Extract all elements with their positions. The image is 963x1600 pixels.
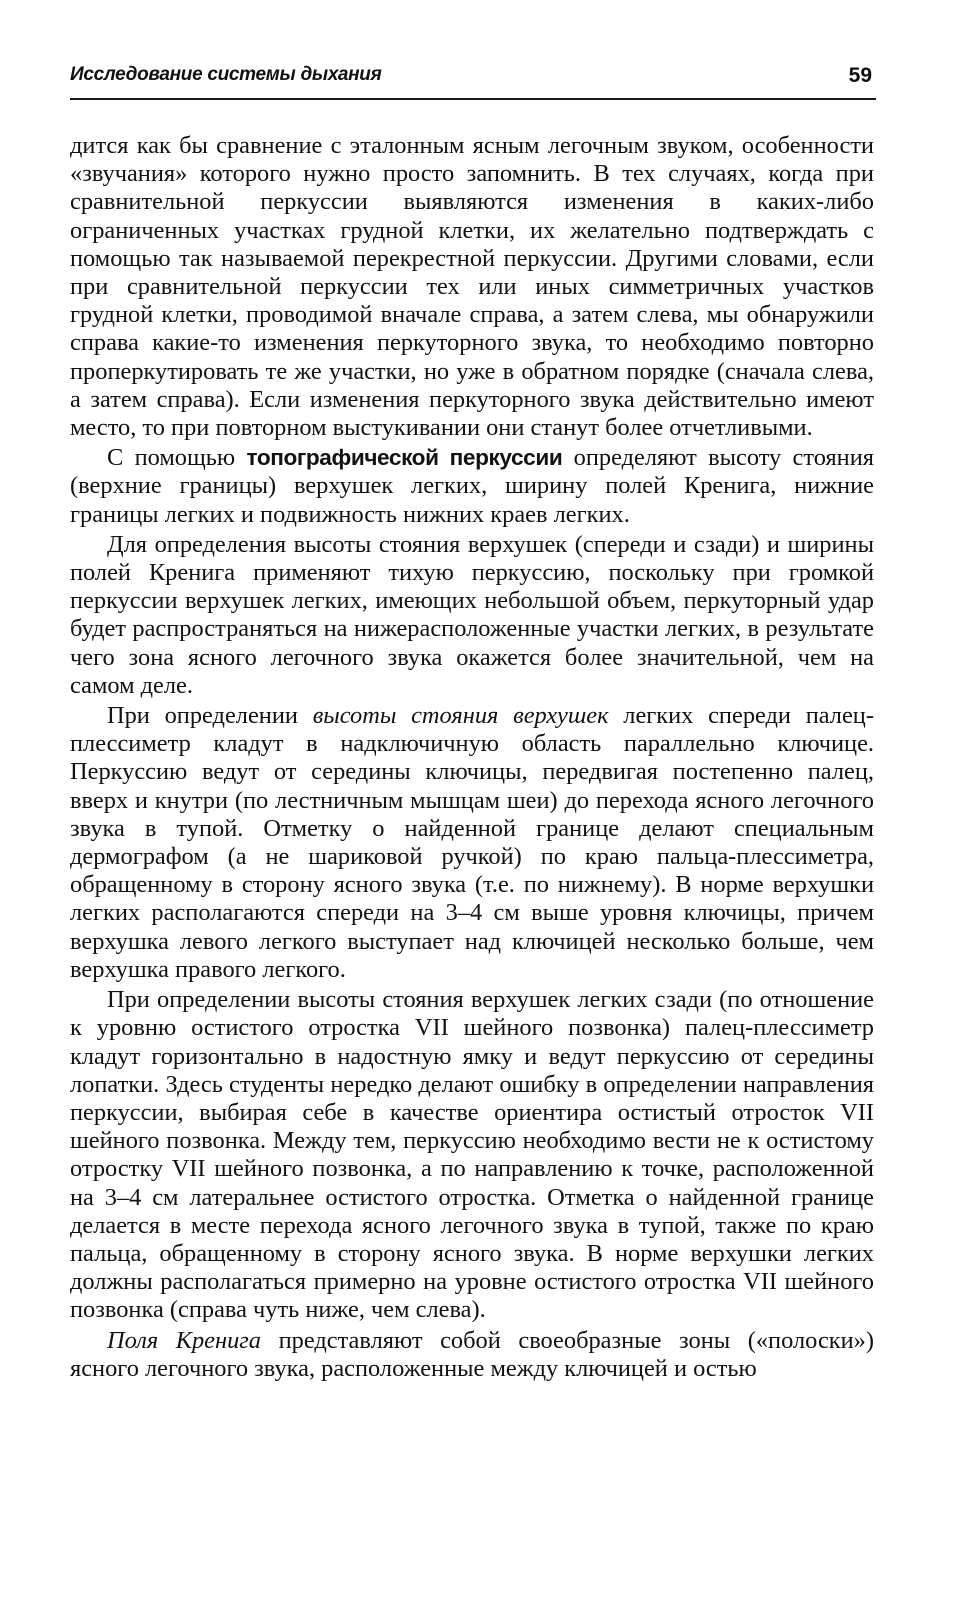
paragraph-topographic-percussion xyxy=(70,444,874,529)
italic-term: высоты стояния верхушек xyxy=(312,702,609,730)
paragraph-text: определяют высоту стояния (верхние границы) верхушек легких, ширину полей Кренига, нижние границы легких и подвижность нижних краев легких. xyxy=(70,444,874,528)
paragraph-text: С помощью xyxy=(107,444,247,472)
bold-term: топографической перкуссии xyxy=(246,445,563,471)
paragraph-continuation: дится как бы сравнение с эталонным ясным легочным звуком, особенности «звучания» которого нужно просто запомнить. В тех случаях, когда при сравнительной перкуссии выявляются изменения в каких-либо ограниченных участках грудной клетки, их желательно подтверждать с помощью так называемой перекрестной перкуссии. Другими словами, если при сравнительной перкуссии тех или иных симметричных участков грудной клетки, проводимой вначале справа, а затем слева, мы обнаружили справа какие-то изменения перкуторного звука, то необходимо повторно проперкутировать те же участки, но уже в обратном порядке (сначала слева, а затем справа). Если изменения перкуторного звука действительно имеют место, то при повторном выстукивании они станут более отчетливыми. xyxy=(70,132,874,442)
body-text xyxy=(70,132,874,1385)
italic-term: Поля Кренига xyxy=(107,1326,261,1354)
page-number: 59 xyxy=(848,64,872,87)
page-header xyxy=(70,64,876,100)
paragraph-apex-front xyxy=(70,702,874,984)
paragraph-quiet-percussion: Для определения высоты стояния верхушек (спереди и сзади) и ширины полей Кренига применяют тихую перкуссию, поскольку при громкой перкуссии верхушек легких, имеющих небольшой объем, перкуторный удар будет распространяться на нижерасположенные участки легких, в результате чего зона ясного легочного звука окажется более значительной, чем на самом деле. xyxy=(70,530,874,699)
paragraph-text: представляют собой своеобразные зоны («полоски») ясного легочного звука, расположенные между ключицей и остью xyxy=(70,1326,874,1382)
paragraph-kroenig-fields xyxy=(70,1327,874,1383)
paragraph-text: легких спереди палец-плессиметр кладут в надключичную область параллельно ключице. Перкуссию ведут от середины ключицы, передвигая постепенно палец, вверх и кнутри (по лестничным мышцам шеи) до перехода ясного легочного звука в тупой. Отметку о найденной границе делают специальным дермографом (а не шариковой ручкой) по краю пальца-плессиметра, обращенному в сторону ясного звука (т.е. по нижнему). В норме верхушки легких располагаются спереди на 3–4 см выше уровня ключицы, причем верхушка левого легкого выступает над ключицей несколько больше, чем верхушка правого легкого. xyxy=(70,702,874,983)
paragraph-apex-back: При определении высоты стояния верхушек легких сзади (по отношение к уровню остистого отростка VII шейного позвонка) палец-плессиметр кладут горизонтально в надостную ямку и ведут перкуссию от середины лопатки. Здесь студенты нередко делают ошибку в определении направления перкуссии, выбирая себе в качестве ориентира остистый отросток VII шейного позвонка. Между тем, перкуссию необходимо вести не к остистому отростку VII шейного позвонка, а по направлению к точке, расположенной на 3–4 см латеральнее остистого отростка. Отметка о найденной границе делается в месте перехода ясного легочного звука в тупой, также по краю пальца, обращенному в сторону ясного звука. В норме верхушки легких должны располагаться примерно на уровне остистого отростка VII шейного позвонка (справа чуть ниже, чем слева). xyxy=(70,986,874,1324)
running-title: Исследование системы дыхания xyxy=(70,64,382,85)
paragraph-text: При определении xyxy=(107,702,313,730)
